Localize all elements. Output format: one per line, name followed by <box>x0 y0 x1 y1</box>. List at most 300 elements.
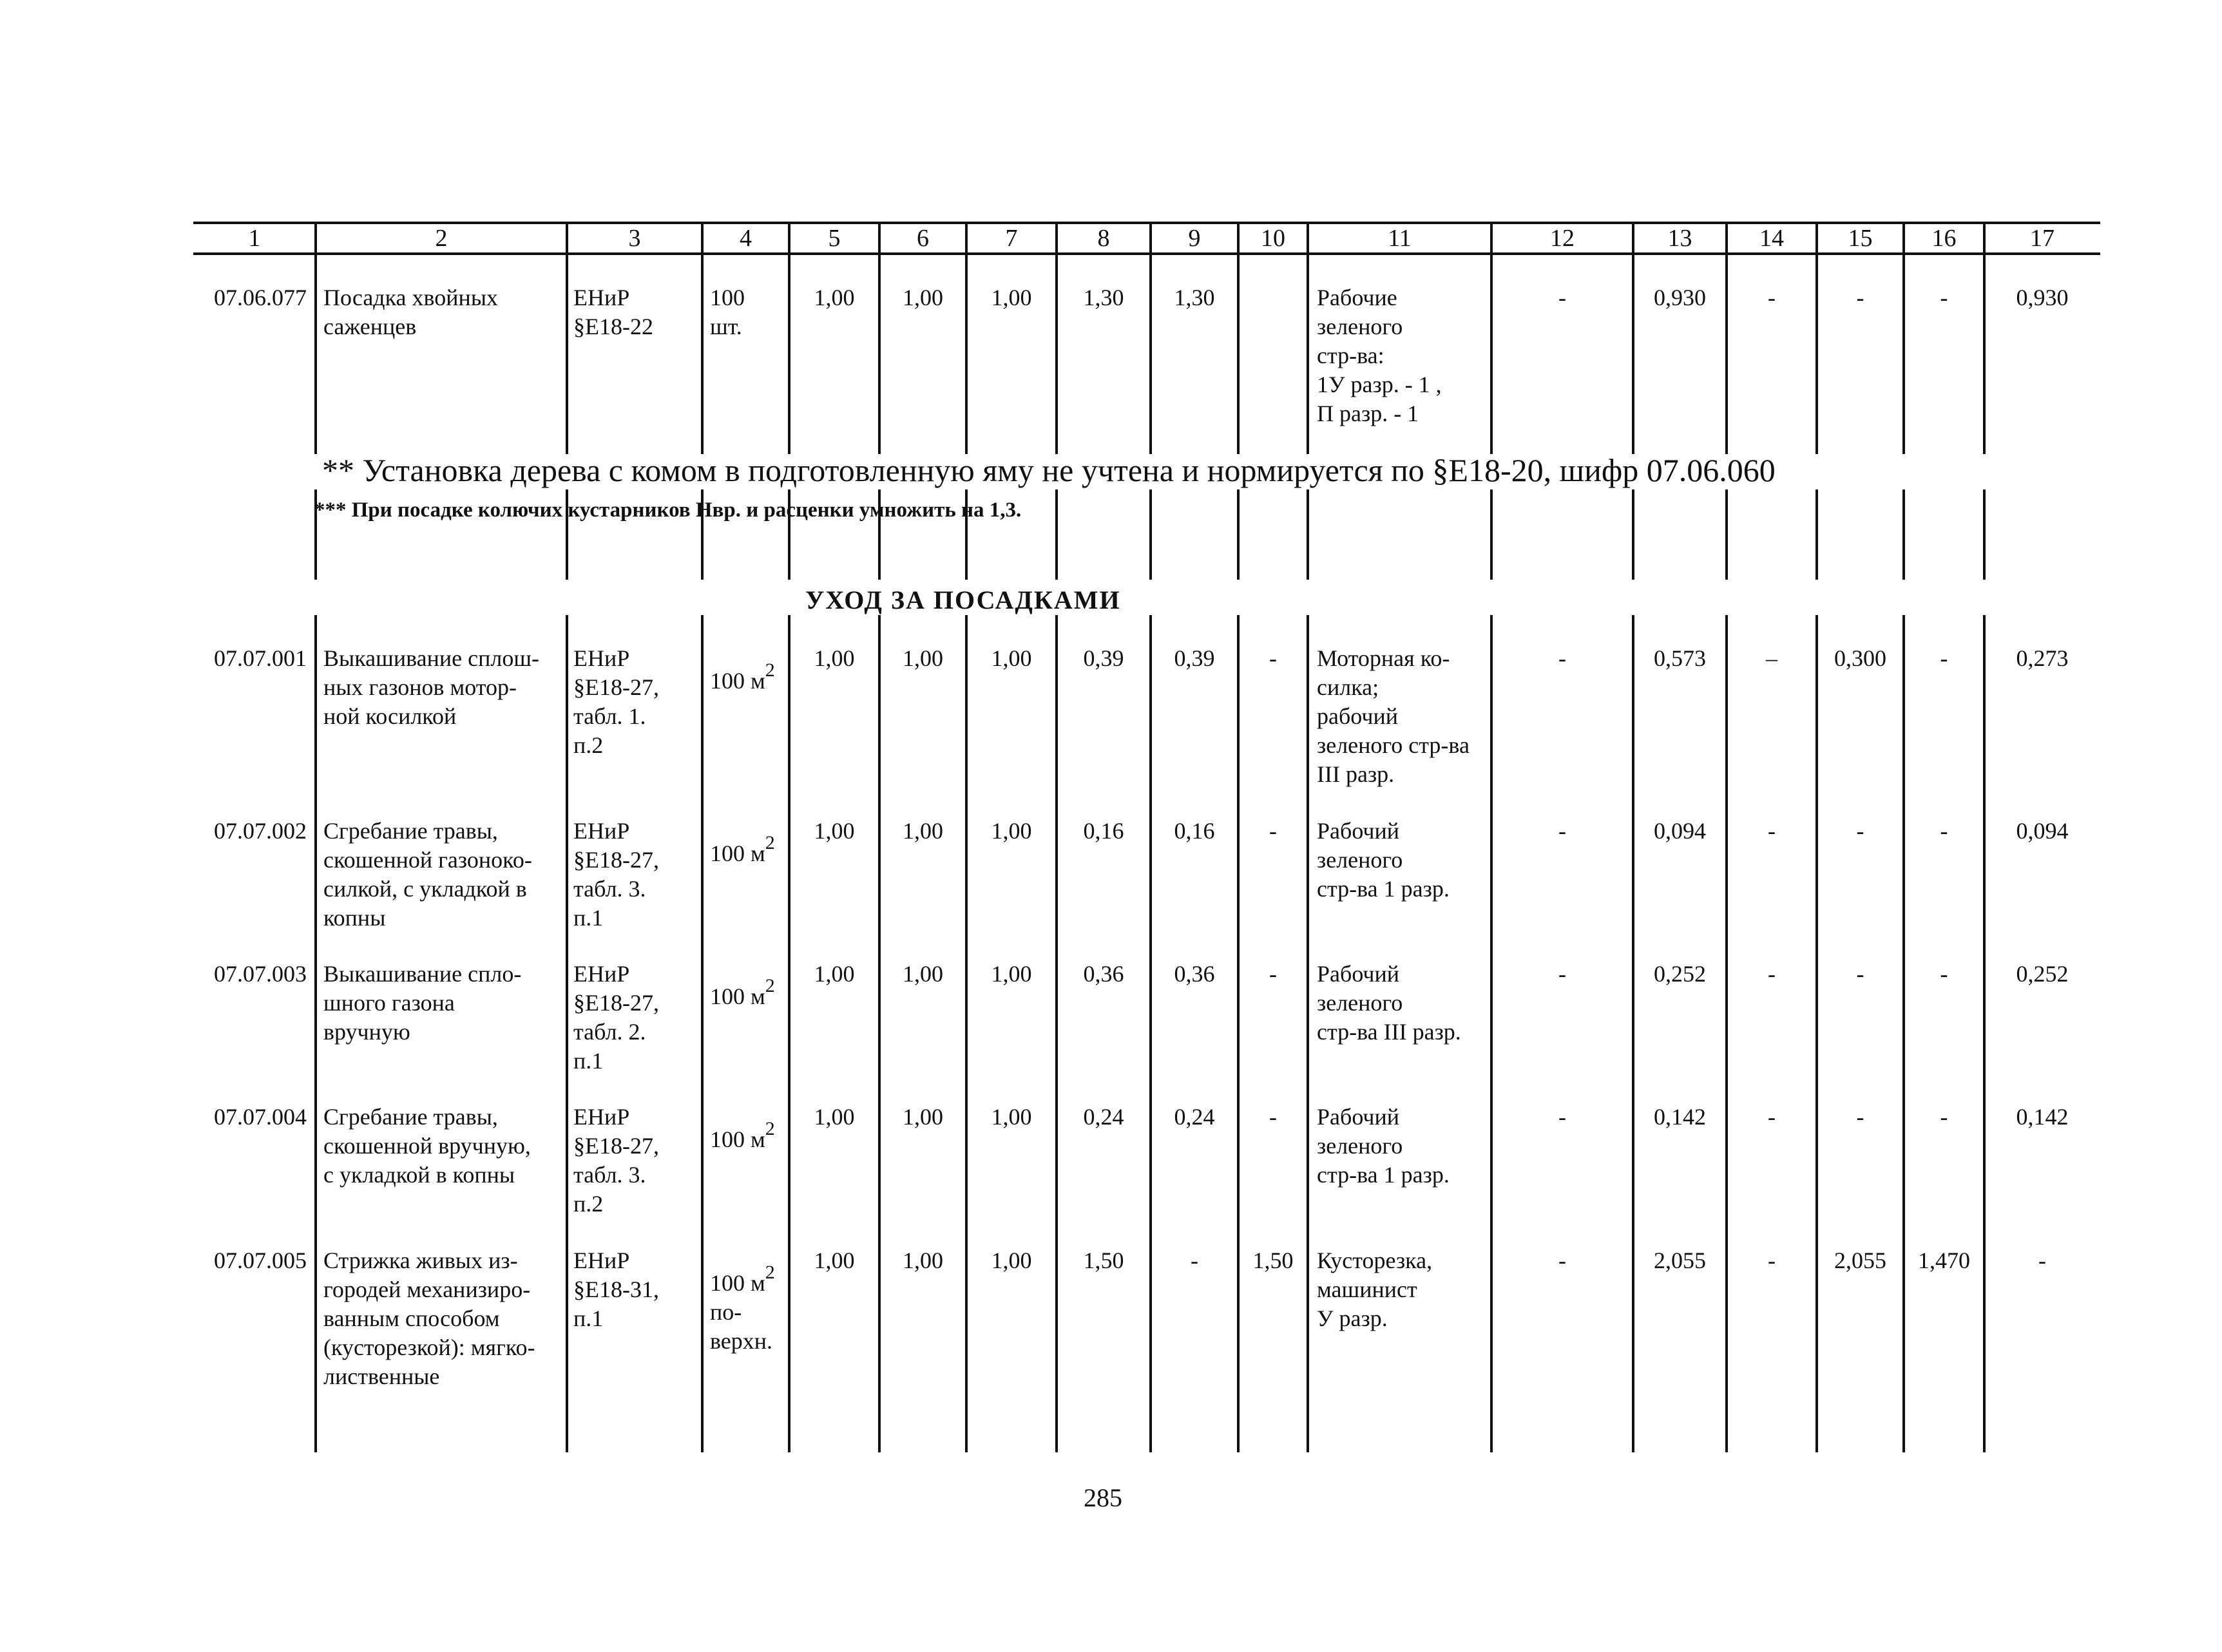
value-cell-c15 <box>1819 1246 1901 1275</box>
value-cell-c17-line: 0,094 <box>2016 818 2069 844</box>
value-cell-c12-line: - <box>1558 1104 1566 1130</box>
name-cell <box>323 1246 564 1391</box>
value-cell-c8-line: 0,24 <box>1083 1104 1124 1130</box>
value-cell-c6 <box>882 960 964 989</box>
norm-cell-line: ЕНиР <box>573 285 630 310</box>
value-cell-c9 <box>1153 644 1236 673</box>
workers-cell <box>1317 1246 1489 1333</box>
value-cell-c15-line: 0,300 <box>1834 645 1886 671</box>
name-cell-line: копны <box>323 905 386 931</box>
code-cell-line: 07.07.004 <box>214 1104 307 1130</box>
value-cell-c9-line: 0,36 <box>1174 961 1215 987</box>
value-cell-c7 <box>969 960 1054 989</box>
value-cell-c14-line: - <box>1768 285 1776 310</box>
name-cell-line: с укладкой в копны <box>323 1162 515 1188</box>
column-header-7: 7 <box>1005 225 1018 252</box>
value-cell-c7-line: 1,00 <box>991 1248 1032 1273</box>
name-cell <box>323 1103 564 1190</box>
value-cell-c8-line: 1,50 <box>1083 1248 1124 1273</box>
norm-cell <box>573 960 700 1076</box>
norm-cell-line: табл. 1. <box>573 703 646 729</box>
workers-cell-line: стр-ва 1 разр. <box>1317 1162 1450 1188</box>
value-cell-c12 <box>1494 1246 1631 1275</box>
value-cell-c9-line: - <box>1191 1248 1198 1273</box>
workers-cell-line: зеленого стр-ва <box>1317 732 1470 758</box>
value-cell-c14-line: - <box>1768 1104 1776 1130</box>
unit-main: 100 м <box>710 983 765 1009</box>
value-cell-c15 <box>1819 817 1901 846</box>
column-divider <box>965 252 968 454</box>
value-cell-c15 <box>1819 644 1901 673</box>
norm-cell-line: ЕНиР <box>573 818 630 844</box>
workers-cell-line: Рабочий <box>1317 818 1400 844</box>
unit-cell-line: 100 <box>710 285 745 310</box>
workers-cell <box>1317 283 1489 428</box>
value-cell-c8 <box>1059 817 1148 846</box>
value-cell-c6-line: 1,00 <box>903 818 943 844</box>
value-cell-c17 <box>1987 283 2098 312</box>
column-divider <box>878 252 881 454</box>
page-number: 285 <box>1084 1483 1122 1512</box>
column-header-13: 13 <box>1667 225 1692 252</box>
unit-main: 100 м <box>710 1126 765 1152</box>
column-header-6: 6 <box>917 225 929 252</box>
column-header-8: 8 <box>1097 225 1110 252</box>
code-cell <box>197 283 307 312</box>
value-cell-c17 <box>1987 644 2098 673</box>
value-cell-c6 <box>882 1246 964 1275</box>
value-cell-c8-line: 0,36 <box>1083 961 1124 987</box>
value-cell-c9 <box>1153 1246 1236 1275</box>
workers-cell-line: Моторная ко- <box>1317 645 1450 671</box>
unit-cell <box>710 975 775 1011</box>
column-divider <box>566 615 568 1452</box>
value-cell-c8 <box>1059 283 1148 312</box>
column-divider <box>1237 489 1240 580</box>
value-cell-c10 <box>1241 1246 1305 1275</box>
value-cell-c16 <box>1906 283 1982 312</box>
value-cell-c6 <box>882 283 964 312</box>
column-divider <box>314 615 317 1452</box>
norm-cell-line: ЕНиР <box>573 645 630 671</box>
column-divider <box>1902 615 1905 1452</box>
value-cell-c16 <box>1906 644 1982 673</box>
value-cell-c13-line: 0,930 <box>1654 285 1706 310</box>
column-divider <box>965 615 968 1452</box>
value-cell-c15-line: - <box>1856 1104 1864 1130</box>
value-cell-c15 <box>1819 283 1901 312</box>
value-cell-c17-line: 0,273 <box>2016 645 2069 671</box>
header-bottom-rule <box>193 252 2100 255</box>
column-divider <box>1725 252 1728 454</box>
value-cell-c17 <box>1987 960 2098 989</box>
value-cell-c13 <box>1636 283 1724 312</box>
value-cell-c8 <box>1059 960 1148 989</box>
value-cell-c5-line: 1,00 <box>814 285 855 310</box>
unit-main: 100 м <box>710 1270 765 1296</box>
column-header-3: 3 <box>628 225 641 252</box>
column-divider <box>1149 615 1152 1452</box>
name-cell <box>323 960 564 1047</box>
workers-cell-line: П разр. - 1 <box>1317 401 1419 426</box>
value-cell-c6 <box>882 644 964 673</box>
value-cell-c6-line: 1,00 <box>903 1104 943 1130</box>
value-cell-c10-line: - <box>1269 1104 1277 1130</box>
unit-cell <box>710 1262 775 1356</box>
value-cell-c12-line: - <box>1558 961 1566 987</box>
column-divider <box>1815 615 1818 1452</box>
norm-cell <box>573 644 700 760</box>
section-title: УХОД ЗА ПОСАДКАМИ <box>805 585 1121 614</box>
value-cell-c6 <box>882 1103 964 1132</box>
workers-cell-line: стр-ва III разр. <box>1317 1019 1461 1045</box>
value-cell-c5 <box>792 283 877 312</box>
value-cell-c13-line: 0,252 <box>1654 961 1706 987</box>
workers-cell-line: Кусторезка, <box>1317 1248 1433 1273</box>
column-header-9: 9 <box>1188 225 1201 252</box>
unit-cell <box>710 832 775 868</box>
value-cell-c10 <box>1241 960 1305 989</box>
workers-cell-line: Рабочий <box>1317 961 1400 987</box>
value-cell-c12-line: - <box>1558 645 1566 671</box>
code-cell <box>197 1103 307 1132</box>
column-header-2: 2 <box>435 225 448 252</box>
value-cell-c10-line: - <box>1269 645 1277 671</box>
column-divider <box>1815 489 1818 580</box>
column-divider <box>1983 489 1986 580</box>
value-cell-c15-line: - <box>1856 961 1864 987</box>
value-cell-c5 <box>792 960 877 989</box>
value-cell-c16-line: 1,470 <box>1918 1248 1970 1273</box>
value-cell-c15-line: - <box>1856 818 1864 844</box>
value-cell-c13 <box>1636 960 1724 989</box>
name-cell-line: Выкашивание сплош- <box>323 645 540 671</box>
workers-cell-line: зеленого <box>1317 1133 1403 1159</box>
value-cell-c7-line: 1,00 <box>991 645 1032 671</box>
value-cell-c14 <box>1729 960 1814 989</box>
footnote-double-star: ** Установка дерева с комом в подготовленную яму не учтена и нормируется по §Е18-20, шифр 07.06.060 <box>322 452 1776 488</box>
value-cell-c7 <box>969 1103 1054 1132</box>
norm-cell-line: п.1 <box>573 905 604 931</box>
value-cell-c12-line: - <box>1558 1248 1566 1273</box>
value-cell-c16-line: - <box>1940 1104 1948 1130</box>
norm-cell-line: §Е18-27, <box>573 674 659 700</box>
column-divider <box>1902 252 1905 454</box>
value-cell-c8 <box>1059 644 1148 673</box>
unit-cell-line: шт. <box>710 314 742 339</box>
unit-superscript: 2 <box>765 1262 775 1283</box>
name-cell <box>323 644 564 731</box>
norm-cell-line: ЕНиР <box>573 1248 630 1273</box>
column-divider <box>314 252 317 454</box>
norm-cell-line: §Е18-27, <box>573 847 659 873</box>
value-cell-c5-line: 1,00 <box>814 1104 855 1130</box>
value-cell-c15-line: - <box>1856 285 1864 310</box>
name-cell-line: Выкашивание спло- <box>323 961 522 987</box>
column-divider <box>1307 252 1309 454</box>
value-cell-c10-line: - <box>1269 961 1277 987</box>
value-cell-c10 <box>1241 644 1305 673</box>
value-cell-c13 <box>1636 817 1724 846</box>
column-divider <box>1632 489 1634 580</box>
value-cell-c5-line: 1,00 <box>814 1248 855 1273</box>
value-cell-c8 <box>1059 1103 1148 1132</box>
value-cell-c7-line: 1,00 <box>991 961 1032 987</box>
norm-cell-line: п.1 <box>573 1048 604 1074</box>
unit-superscript: 2 <box>765 832 775 853</box>
value-cell-c15-line: 2,055 <box>1834 1248 1886 1273</box>
column-divider <box>1815 252 1818 454</box>
value-cell-c16-line: - <box>1940 285 1948 310</box>
value-cell-c9-line: 1,30 <box>1174 285 1215 310</box>
column-header-17: 17 <box>2030 225 2054 252</box>
name-cell-line: скошенной газоноко- <box>323 847 532 873</box>
unit-cell <box>710 660 775 696</box>
value-cell-c14 <box>1729 817 1814 846</box>
code-cell <box>197 1246 307 1275</box>
column-divider <box>788 252 790 454</box>
unit-superscript: 2 <box>765 975 775 996</box>
norm-cell-line: п.2 <box>573 732 604 758</box>
name-cell-line: шного газона <box>323 990 455 1016</box>
column-divider <box>1237 252 1240 454</box>
workers-cell-line: зеленого <box>1317 847 1403 873</box>
norm-cell-line: §Е18-31, <box>573 1277 659 1302</box>
norm-cell-line: §Е18-27, <box>573 990 659 1016</box>
workers-cell <box>1317 817 1489 904</box>
workers-cell <box>1317 1103 1489 1190</box>
value-cell-c16 <box>1906 817 1982 846</box>
column-header-4: 4 <box>740 225 752 252</box>
value-cell-c14-line: - <box>1768 1248 1776 1273</box>
value-cell-c5 <box>792 644 877 673</box>
workers-cell-line: машинист <box>1317 1277 1417 1302</box>
norm-cell <box>573 817 700 933</box>
column-divider <box>1055 252 1058 454</box>
column-divider <box>566 252 568 454</box>
value-cell-c17-line: 0,930 <box>2016 285 2069 310</box>
column-divider <box>701 615 704 1452</box>
column-divider <box>1055 489 1058 580</box>
value-cell-c12-line: - <box>1558 818 1566 844</box>
column-divider <box>1490 489 1493 580</box>
name-cell-line: Посадка хвойных <box>323 285 499 310</box>
value-cell-c5-line: 1,00 <box>814 818 855 844</box>
value-cell-c9-line: 0,39 <box>1174 645 1215 671</box>
name-cell-line: Стрижка живых из- <box>323 1248 518 1273</box>
value-cell-c16 <box>1906 1246 1982 1275</box>
value-cell-c10-line: 1,50 <box>1252 1248 1294 1273</box>
value-cell-c9-line: 0,16 <box>1174 818 1215 844</box>
value-cell-c7 <box>969 283 1054 312</box>
unit-main: 100 м <box>710 840 765 866</box>
value-cell-c6-line: 1,00 <box>903 645 943 671</box>
value-cell-c14 <box>1729 1246 1814 1275</box>
workers-cell <box>1317 644 1489 789</box>
norm-cell-line: §Е18-22 <box>573 314 653 339</box>
workers-cell-line: Рабочий <box>1317 1104 1400 1130</box>
name-cell-line: силкой, с укладкой в <box>323 876 527 902</box>
workers-cell-line: стр-ва: <box>1317 343 1384 368</box>
column-divider <box>1237 615 1240 1452</box>
workers-cell-line: 1У разр. - 1 , <box>1317 372 1442 397</box>
value-cell-c14 <box>1729 1103 1814 1132</box>
value-cell-c8-line: 0,39 <box>1083 645 1124 671</box>
value-cell-c9 <box>1153 283 1236 312</box>
norm-cell-line: ЕНиР <box>573 1104 630 1130</box>
code-cell <box>197 817 307 846</box>
value-cell-c5 <box>792 817 877 846</box>
value-cell-c14 <box>1729 644 1814 673</box>
norm-cell-line: п.1 <box>573 1305 604 1331</box>
value-cell-c14-line: - <box>1768 961 1776 987</box>
value-cell-c7 <box>969 817 1054 846</box>
workers-cell-line: У разр. <box>1317 1305 1388 1331</box>
workers-cell-line: зеленого <box>1317 990 1403 1016</box>
norm-cell-line: табл. 3. <box>573 876 646 902</box>
norm-cell-line: ЕНиР <box>573 961 630 987</box>
column-header-14: 14 <box>1759 225 1784 252</box>
name-cell-line: скошенной вручную, <box>323 1133 531 1159</box>
value-cell-c15 <box>1819 960 1901 989</box>
norm-cell-line: п.2 <box>573 1191 604 1217</box>
column-divider <box>1632 252 1634 454</box>
unit-extra-line: верхн. <box>710 1328 773 1354</box>
code-cell-line: 07.07.002 <box>214 818 307 844</box>
workers-cell-line: Рабочие <box>1317 285 1397 310</box>
column-divider <box>1902 489 1905 580</box>
code-cell-line: 07.07.001 <box>214 645 307 671</box>
code-cell-line: 07.06.077 <box>214 285 307 310</box>
value-cell-c17-line: - <box>2038 1248 2046 1273</box>
code-cell-line: 07.07.003 <box>214 961 307 987</box>
value-cell-c12 <box>1494 644 1631 673</box>
value-cell-c17-line: 0,142 <box>2016 1104 2069 1130</box>
value-cell-c5-line: 1,00 <box>814 645 855 671</box>
workers-cell-line: зеленого <box>1317 314 1403 339</box>
value-cell-c13-line: 2,055 <box>1654 1248 1706 1273</box>
value-cell-c12 <box>1494 283 1631 312</box>
value-cell-c7-line: 1,00 <box>991 1104 1032 1130</box>
value-cell-c6 <box>882 817 964 846</box>
unit-extra-line: по- <box>710 1299 742 1325</box>
value-cell-c9 <box>1153 1103 1236 1132</box>
value-cell-c12-line: - <box>1558 285 1566 310</box>
value-cell-c9-line: 0,24 <box>1174 1104 1215 1130</box>
name-cell-line: Сгребание травы, <box>323 818 498 844</box>
column-divider <box>1983 252 1986 454</box>
value-cell-c9 <box>1153 817 1236 846</box>
column-divider <box>1307 615 1309 1452</box>
code-cell <box>197 644 307 673</box>
value-cell-c7-line: 1,00 <box>991 285 1032 310</box>
norm-cell-line: табл. 3. <box>573 1162 646 1188</box>
value-cell-c7-line: 1,00 <box>991 818 1032 844</box>
value-cell-c10-line: - <box>1269 818 1277 844</box>
name-cell-line: вручную <box>323 1019 410 1045</box>
value-cell-c10 <box>1241 817 1305 846</box>
footnote-triple-star: *** При посадке колючих кустарников Нвр. и расценки умножить на 1,3. <box>314 498 1022 522</box>
norm-cell-line: табл. 2. <box>573 1019 646 1045</box>
norm-cell <box>573 283 700 341</box>
column-divider <box>1055 615 1058 1452</box>
column-divider <box>1490 252 1493 454</box>
value-cell-c5-line: 1,00 <box>814 961 855 987</box>
value-cell-c16-line: - <box>1940 961 1948 987</box>
value-cell-c6-line: 1,00 <box>903 1248 943 1273</box>
unit-superscript: 2 <box>765 660 775 681</box>
value-cell-c12 <box>1494 960 1631 989</box>
name-cell-line: ной косилкой <box>323 703 457 729</box>
value-cell-c17 <box>1987 1103 2098 1132</box>
column-divider <box>878 615 881 1452</box>
value-cell-c13-line: 0,094 <box>1654 818 1706 844</box>
column-divider <box>1149 489 1152 580</box>
value-cell-c16-line: - <box>1940 645 1948 671</box>
column-divider <box>1307 489 1309 580</box>
unit-superscript: 2 <box>765 1118 775 1139</box>
value-cell-c8-line: 0,16 <box>1083 818 1124 844</box>
value-cell-c7 <box>969 644 1054 673</box>
workers-cell <box>1317 960 1489 1047</box>
value-cell-c13-line: 0,573 <box>1654 645 1706 671</box>
column-divider <box>788 615 790 1452</box>
name-cell-line: саженцев <box>323 314 417 339</box>
value-cell-c16 <box>1906 960 1982 989</box>
column-header-1: 1 <box>248 225 261 252</box>
column-header-11: 11 <box>1388 225 1412 252</box>
value-cell-c12 <box>1494 1103 1631 1132</box>
value-cell-c8-line: 1,30 <box>1083 285 1124 310</box>
value-cell-c8 <box>1059 1246 1148 1275</box>
value-cell-c5 <box>792 1246 877 1275</box>
workers-cell-line: рабочий <box>1317 703 1398 729</box>
column-divider <box>1725 489 1728 580</box>
value-cell-c17-line: 0,252 <box>2016 961 2069 987</box>
value-cell-c14-line: - <box>1768 818 1776 844</box>
value-cell-c6-line: 1,00 <box>903 285 943 310</box>
name-cell-line: Сгребание травы, <box>323 1104 498 1130</box>
name-cell <box>323 283 564 341</box>
column-header-12: 12 <box>1550 225 1575 252</box>
value-cell-c5 <box>792 1103 877 1132</box>
workers-cell-line: силка; <box>1317 674 1379 700</box>
value-cell-c17 <box>1987 817 2098 846</box>
value-cell-c14-line: – <box>1766 645 1777 671</box>
value-cell-c12 <box>1494 817 1631 846</box>
norm-cell <box>573 1246 700 1333</box>
code-cell <box>197 960 307 989</box>
unit-cell <box>710 283 787 341</box>
value-cell-c13-line: 0,142 <box>1654 1104 1706 1130</box>
column-divider <box>1632 615 1634 1452</box>
column-divider <box>1149 252 1152 454</box>
unit-cell <box>710 1118 775 1154</box>
column-divider <box>1983 615 1986 1452</box>
column-divider <box>701 252 704 454</box>
value-cell-c16 <box>1906 1103 1982 1132</box>
column-header-5: 5 <box>828 225 841 252</box>
name-cell-line: ных газонов мотор- <box>323 674 517 700</box>
code-cell-line: 07.07.005 <box>214 1248 307 1273</box>
value-cell-c10 <box>1241 1103 1305 1132</box>
column-header-10: 10 <box>1261 225 1285 252</box>
name-cell-line: ванным способом <box>323 1305 500 1331</box>
value-cell-c7 <box>969 1246 1054 1275</box>
name-cell-line: городей механизиро- <box>323 1277 531 1302</box>
value-cell-c15 <box>1819 1103 1901 1132</box>
value-cell-c17 <box>1987 1246 2098 1275</box>
